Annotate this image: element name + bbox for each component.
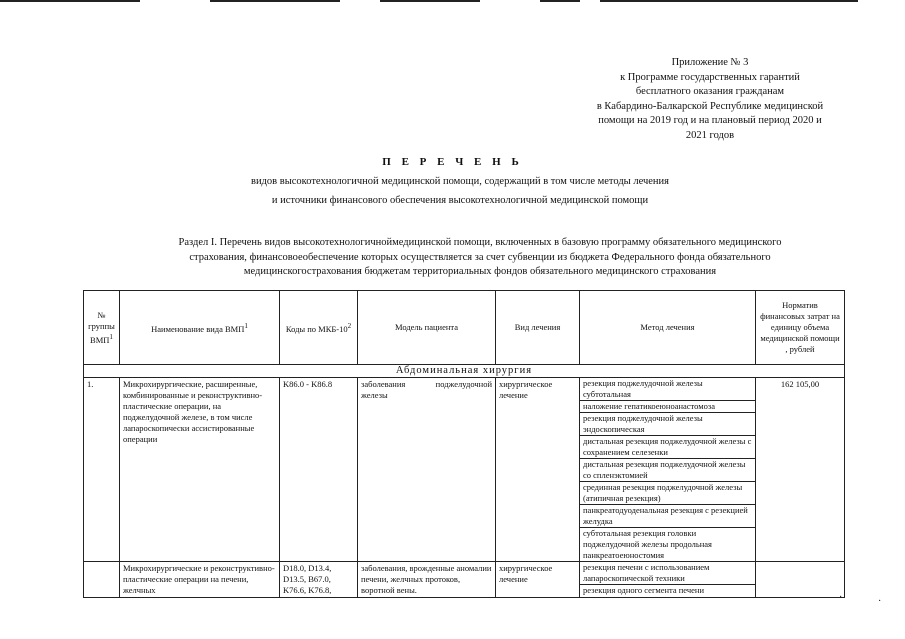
section-heading: [120, 236, 840, 280]
treatment-type: хирургическое лечение: [496, 562, 580, 598]
header-vmp-name: Наименование вида ВМП$^1$: [120, 291, 280, 365]
top-border-line: [380, 0, 480, 2]
treatment-methods: [580, 562, 756, 598]
appendix-line: Приложение № 3: [671, 57, 749, 68]
method-item: дистальная резекция поджелудочной железы со спленэктомией: [580, 459, 755, 482]
vmp-name: Микрохирургические и реконструктивно-пластические операции на печени, желчных: [120, 562, 280, 598]
method-item: резекция печени с использованием лапароскопической техники: [580, 562, 755, 585]
header-group-number: № группы ВМП$^1$: [84, 291, 120, 365]
header-treatment-type: Вид лечения: [496, 291, 580, 365]
section-line: Раздел I. Перечень видов высокотехнологичноймедицинской помощи, включенных в базовую программу обязательного медицинского: [178, 237, 782, 248]
method-item: наложение гепатикоеюноанастомоза: [580, 401, 755, 413]
vmp-name: Микрохирургические, расширенные, комбинированные и реконструктивно-пластические операции, на поджелудочной железе, в том числе лапароскопически ассистированные операции: [120, 378, 280, 562]
header-patient-model: Модель пациента: [358, 291, 496, 365]
method-item: резекция поджелудочной железы эндоскопическая: [580, 413, 755, 436]
top-border-line: [540, 0, 580, 2]
group-number: [84, 562, 120, 598]
category-row: [84, 365, 845, 378]
scan-mark: ·: [878, 596, 882, 607]
method-item: срединная резекция поджелудочной железы (атипичная резекция): [580, 482, 755, 505]
header-icd-codes: Коды по МКБ-$10^2$: [280, 291, 358, 365]
document-subtitle: [180, 172, 740, 210]
method-item: резекция одного сегмента печени: [583, 585, 704, 595]
icd-codes: K86.0 - K86.8: [280, 378, 358, 562]
treatment-methods: [580, 378, 756, 562]
section-line: медицинскогострахования бюджетам территориальных фондов обязательного медицинского страхования: [243, 266, 717, 277]
appendix-line: 2021 годов: [685, 129, 735, 141]
subtitle-line: видов высокотехнологичной медицинской помощи, содержащий в том числе методы лечения: [250, 176, 670, 187]
method-item: субтотальная резекция головки поджелудочной железы продольная панкреатоеюностомия: [583, 528, 712, 560]
top-border-line: [600, 0, 858, 2]
group-number: 1.: [84, 378, 120, 562]
table-row: [84, 562, 845, 598]
patient-model: заболевания, врожденные аномалии печени, желчных протоков, воротной вены.: [358, 562, 496, 598]
method-item: панкреатодуоденальная резекция с резекцией желудка: [580, 505, 755, 528]
vmp-table: [83, 290, 845, 598]
treatment-type: хирургическое лечение: [496, 378, 580, 562]
icd-codes: D18.0, D13.4, D13.5, B67.0, K76.6, K76.8,: [280, 562, 358, 598]
patient-model: заболевания поджелудочной железы: [358, 378, 496, 562]
cost-norm-value: [756, 562, 845, 598]
appendix-header: [560, 56, 860, 143]
subtitle-line: и источники финансового обеспечения высокотехнологичной медицинской помощи: [271, 195, 649, 206]
table-row: [84, 378, 845, 562]
appendix-line: к Программе государственных гарантий: [620, 71, 800, 83]
method-item: резекция поджелудочной железы субтотальная: [580, 378, 755, 401]
category-label: Абдоминальная хирургия: [84, 365, 845, 378]
document-title: П Е Р Е Ч Е Н Ь: [382, 156, 523, 168]
method-item: дистальная резекция поджелудочной железы с сохранением селезенки: [580, 436, 755, 459]
top-border-line: [0, 0, 140, 2]
appendix-line: бесплатного оказания гражданам: [635, 86, 785, 97]
cost-norm-value: 162 105,00: [756, 378, 845, 562]
scan-mark: ·: [839, 592, 843, 603]
appendix-line: в Кабардино-Балкарской Республике медицинской: [596, 100, 824, 112]
header-cost-norm: Норматив финансовых затрат на единицу объема медицинской помощи , рублей: [756, 291, 845, 365]
table-header-row: [84, 291, 845, 365]
section-line: страхования, финансовоеобеспечение которых осуществляется за счет субвенции из бюджета Федерального фонда обязательного: [189, 251, 771, 263]
top-border-line: [210, 0, 340, 2]
appendix-line: помощи на 2019 год и на плановый период 2020 и: [598, 115, 822, 126]
header-treatment-method: Метод лечения: [580, 291, 756, 365]
